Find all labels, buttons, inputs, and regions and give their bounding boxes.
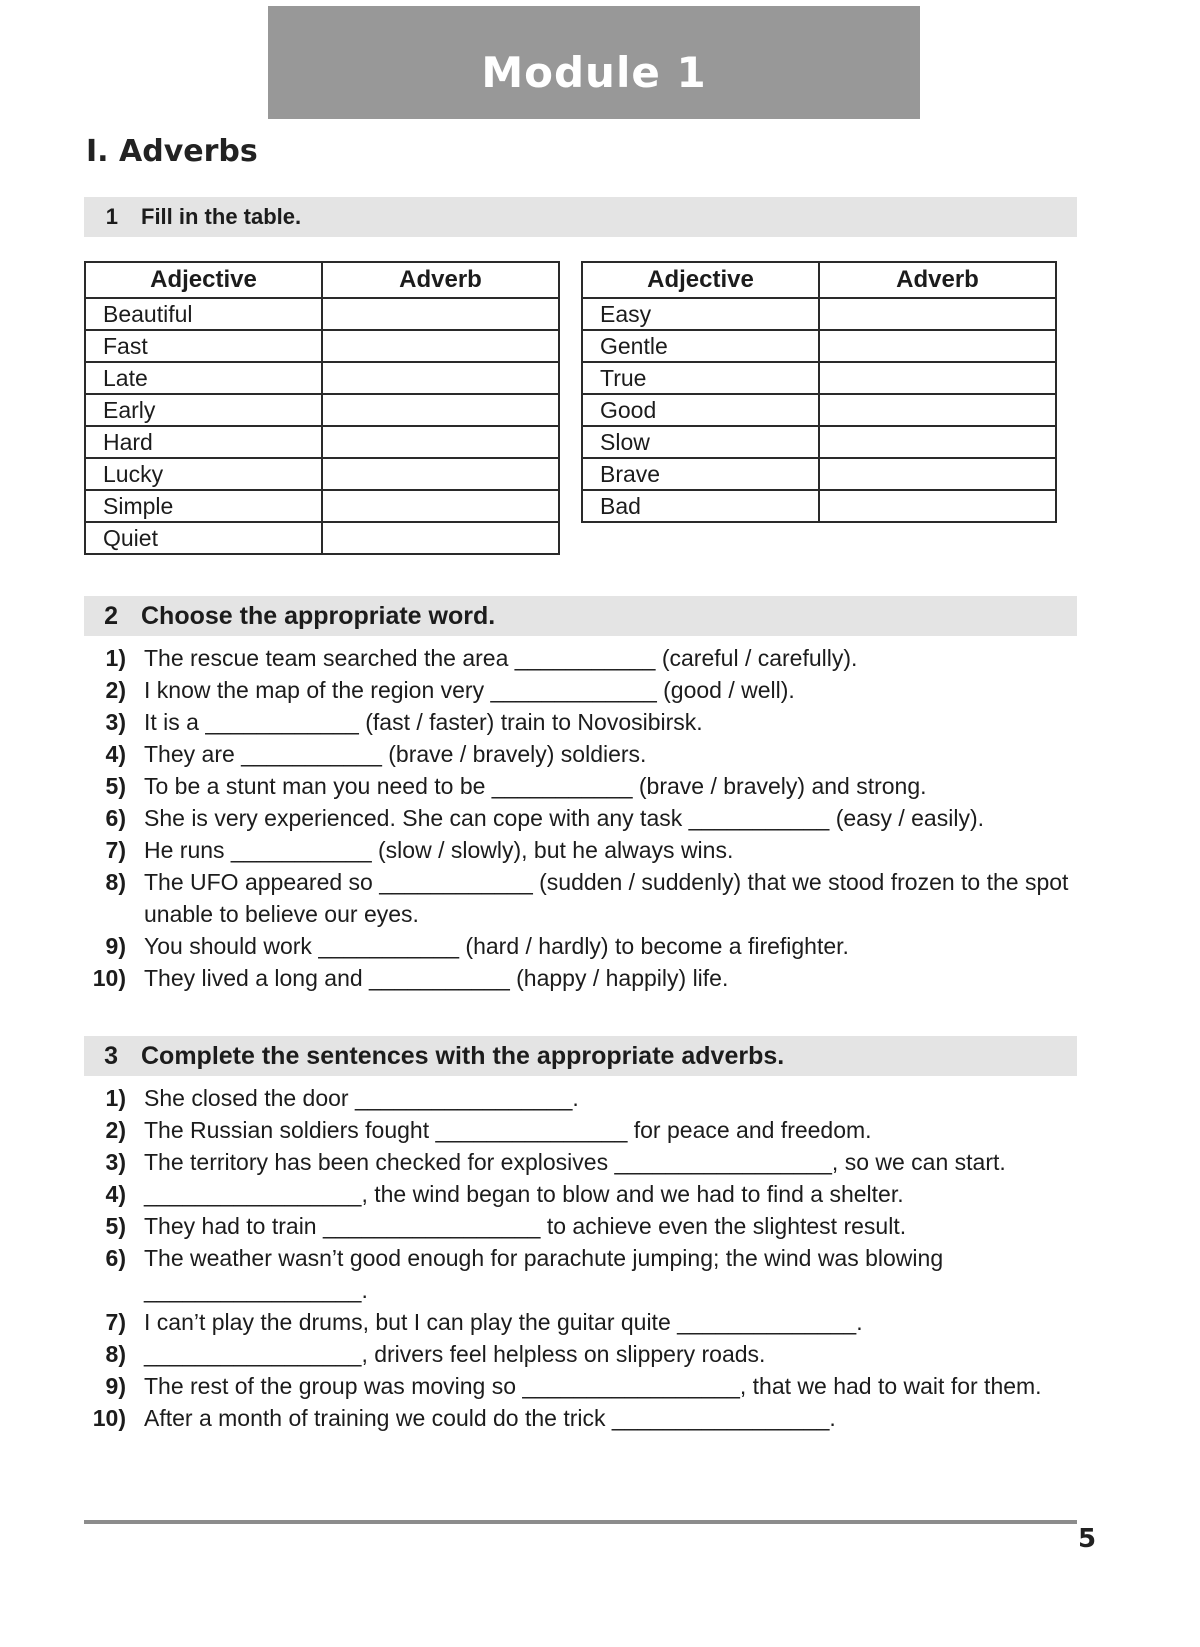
- item-number: 3): [105, 709, 126, 735]
- adverb-answer-cell[interactable]: [322, 458, 559, 490]
- item-number: 2): [105, 1117, 126, 1143]
- adjective-cell: Hard: [85, 426, 322, 458]
- list-item: [84, 1370, 1094, 1402]
- item-number: 10): [92, 1405, 126, 1431]
- list-item: [84, 1402, 1094, 1434]
- table-row: [582, 298, 1056, 330]
- item-number: 1): [105, 1085, 126, 1111]
- item-number: 5): [105, 773, 126, 799]
- table-row: [85, 490, 559, 522]
- item-text: He runs ___________ (slow / slowly), but he always wins.: [144, 837, 734, 863]
- item-text: I can’t play the drums, but I can play the guitar quite ______________.: [144, 1309, 863, 1335]
- item-number: 5): [105, 1213, 126, 1239]
- table-row: [85, 458, 559, 490]
- table-row: [85, 298, 559, 330]
- adjective-table-right: [581, 261, 1057, 523]
- table-row: [582, 490, 1056, 522]
- task-2-instruction: Choose the appropriate word.: [141, 601, 496, 630]
- adjective-cell: Slow: [582, 426, 819, 458]
- column-header-adjective: Adjective: [85, 262, 322, 298]
- adverb-answer-cell[interactable]: [819, 490, 1056, 522]
- table-row: [85, 362, 559, 394]
- table-row: [85, 426, 559, 458]
- item-number: 7): [105, 1309, 126, 1335]
- item-number: 10): [92, 965, 126, 991]
- list-item: [84, 642, 1094, 674]
- item-text: You should work ___________ (hard / hardly) to become a firefighter.: [144, 933, 849, 959]
- adverb-answer-cell[interactable]: [819, 298, 1056, 330]
- adverb-answer-cell[interactable]: [322, 490, 559, 522]
- footer-divider: [84, 1520, 1077, 1524]
- list-item: [84, 1242, 1094, 1306]
- module-title: Module 1: [481, 48, 707, 97]
- table-row: [85, 522, 559, 554]
- item-number: 7): [105, 837, 126, 863]
- list-item: [84, 674, 1094, 706]
- list-item: [84, 1082, 1094, 1114]
- adverb-answer-cell[interactable]: [819, 394, 1056, 426]
- list-item: [84, 1146, 1094, 1178]
- table-row: [582, 362, 1056, 394]
- list-item: [84, 1306, 1094, 1338]
- item-number: 9): [105, 933, 126, 959]
- adverb-answer-cell[interactable]: [322, 426, 559, 458]
- item-number: 8): [105, 869, 126, 895]
- adverb-answer-cell[interactable]: [322, 362, 559, 394]
- list-item: [84, 802, 1094, 834]
- module-banner: [268, 6, 920, 119]
- adjective-cell: Good: [582, 394, 819, 426]
- item-number: 3): [105, 1149, 126, 1175]
- task-3-header: [84, 1036, 1077, 1076]
- column-header-adverb: Adverb: [322, 262, 559, 298]
- task-2-header: [84, 596, 1077, 636]
- list-item: [84, 1210, 1094, 1242]
- list-item: [84, 962, 1094, 994]
- item-number: 4): [105, 741, 126, 767]
- adverb-answer-cell[interactable]: [819, 330, 1056, 362]
- table-row: [85, 394, 559, 426]
- item-text: After a month of training we could do the trick _________________.: [144, 1405, 836, 1431]
- list-item: [84, 770, 1094, 802]
- task-3-number: 3: [104, 1041, 118, 1070]
- adjective-cell: True: [582, 362, 819, 394]
- item-text: To be a stunt man you need to be ___________ (brave / bravely) and strong.: [144, 773, 927, 799]
- item-text: The Russian soldiers fought _______________ for peace and freedom.: [144, 1117, 872, 1143]
- section-title: I. Adverbs: [86, 134, 258, 169]
- item-text: They are ___________ (brave / bravely) soldiers.: [144, 741, 647, 767]
- adjective-cell: Late: [85, 362, 322, 394]
- item-text: They lived a long and ___________ (happy / happily) life.: [144, 965, 729, 991]
- item-text: The UFO appeared so ____________ (sudden / suddenly) that we stood frozen to the spot unable to believe our eyes.: [144, 869, 1069, 927]
- list-item: [84, 1338, 1094, 1370]
- table-row: [582, 458, 1056, 490]
- list-item: [84, 738, 1094, 770]
- adverb-answer-cell[interactable]: [322, 330, 559, 362]
- task-3-list: [84, 1082, 1094, 1434]
- item-number: 2): [105, 677, 126, 703]
- table-row: [582, 330, 1056, 362]
- item-number: 6): [105, 1245, 126, 1271]
- adjective-cell: Beautiful: [85, 298, 322, 330]
- adverb-answer-cell[interactable]: [322, 298, 559, 330]
- adjective-cell: Gentle: [582, 330, 819, 362]
- item-text: _________________, the wind began to blow and we had to find a shelter.: [144, 1181, 904, 1207]
- item-number: 4): [105, 1181, 126, 1207]
- table-row: [85, 330, 559, 362]
- table-row: [582, 394, 1056, 426]
- adverb-answer-cell[interactable]: [819, 426, 1056, 458]
- item-text: _________________, drivers feel helpless on slippery roads.: [144, 1341, 766, 1367]
- list-item: [84, 706, 1094, 738]
- item-text: The territory has been checked for explosives _________________, so we can start.: [144, 1149, 1006, 1175]
- item-text: It is a ____________ (fast / faster) train to Novosibirsk.: [144, 709, 703, 735]
- adjective-cell: Early: [85, 394, 322, 426]
- item-text: She closed the door _________________.: [144, 1085, 579, 1111]
- adjective-cell: Easy: [582, 298, 819, 330]
- column-header-adjective: Adjective: [582, 262, 819, 298]
- table-row: [582, 426, 1056, 458]
- item-number: 8): [105, 1341, 126, 1367]
- adverb-answer-cell[interactable]: [819, 362, 1056, 394]
- adjective-cell: Fast: [85, 330, 322, 362]
- adverb-answer-cell[interactable]: [322, 394, 559, 426]
- adjective-cell: Quiet: [85, 522, 322, 554]
- adjective-cell: Lucky: [85, 458, 322, 490]
- adjective-cell: Simple: [85, 490, 322, 522]
- list-item: [84, 1114, 1094, 1146]
- item-text: The rest of the group was moving so _________________, that we had to wait for them.: [144, 1373, 1042, 1399]
- item-text: I know the map of the region very _____________ (good / well).: [144, 677, 795, 703]
- adjective-cell: Brave: [582, 458, 819, 490]
- item-text: They had to train _________________ to achieve even the slightest result.: [144, 1213, 907, 1239]
- list-item: [84, 834, 1094, 866]
- adverb-answer-cell[interactable]: [322, 522, 559, 554]
- column-header-adverb: Adverb: [819, 262, 1056, 298]
- task-3-instruction: Complete the sentences with the appropriate adverbs.: [141, 1041, 785, 1070]
- adjective-cell: Bad: [582, 490, 819, 522]
- task-2-list: [84, 642, 1094, 994]
- list-item: [84, 866, 1094, 930]
- list-item: [84, 930, 1094, 962]
- task-1-instruction: Fill in the table.: [141, 204, 302, 229]
- item-text: She is very experienced. She can cope with any task ___________ (easy / easily).: [144, 805, 984, 831]
- item-number: 1): [105, 645, 126, 671]
- task-1-number: 1: [105, 204, 118, 229]
- item-number: 9): [105, 1373, 126, 1399]
- item-number: 6): [105, 805, 126, 831]
- list-item: [84, 1178, 1094, 1210]
- task-1-header: [84, 197, 1077, 237]
- item-text: The rescue team searched the area ___________ (careful / carefully).: [144, 645, 858, 671]
- adverb-answer-cell[interactable]: [819, 458, 1056, 490]
- task-2-number: 2: [104, 601, 118, 630]
- adjective-table-left: [84, 261, 560, 555]
- page-number: 5: [1078, 1524, 1097, 1554]
- item-text: The weather wasn’t good enough for parachute jumping; the wind was blowing _________________.: [144, 1245, 944, 1303]
